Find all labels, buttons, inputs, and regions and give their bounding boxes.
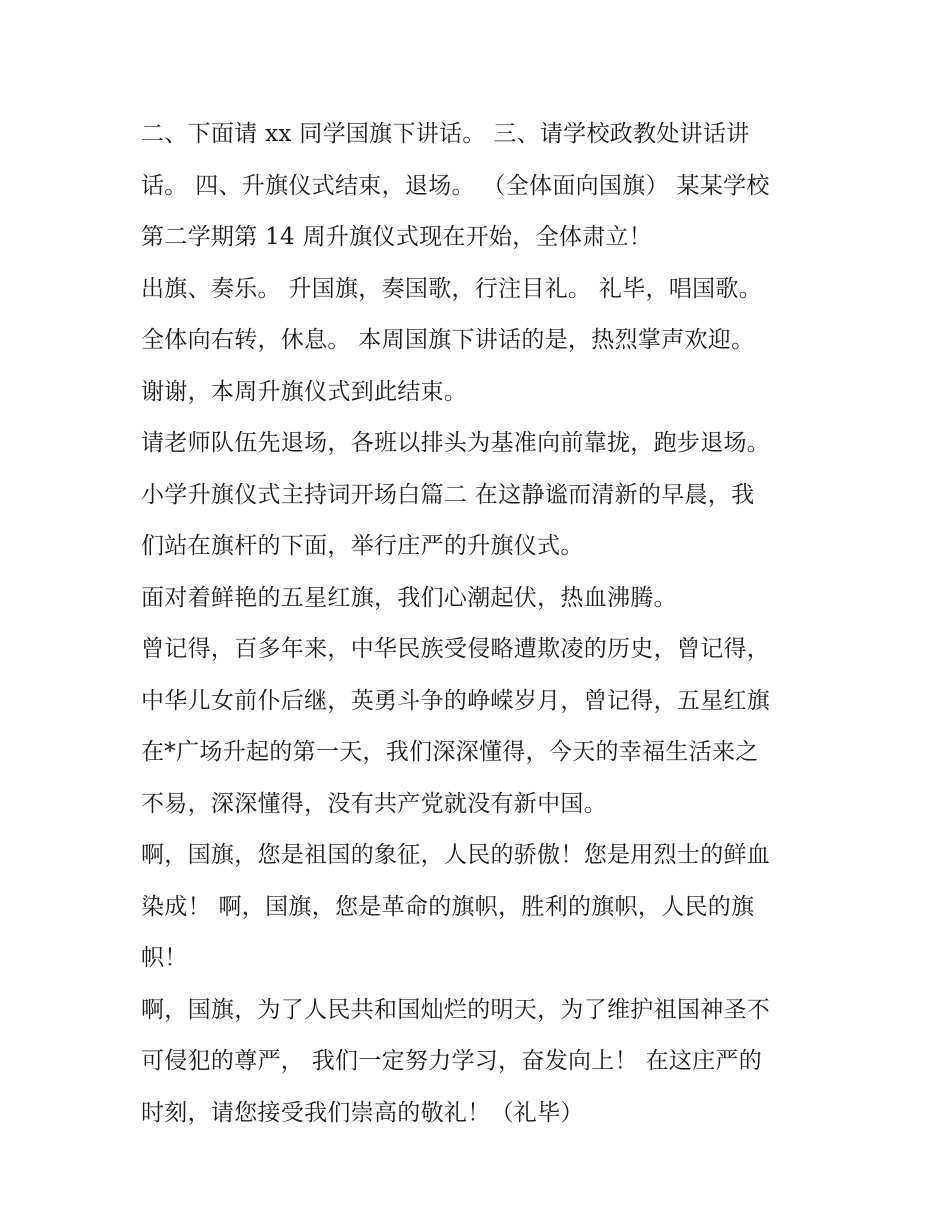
- text-line: 在*广场升起的第一天，我们深深懂得，今天的幸福生活来之: [141, 739, 759, 765]
- text-line: 帜！: [141, 945, 188, 971]
- text-line: 中华儿女前仆后继，英勇斗争的峥嵘岁月，曾记得，五星红旗: [141, 687, 771, 714]
- text-line: 啊，国旗，您是祖国的象征，人民的骄傲！您是用烈士的鲜血: [141, 842, 771, 868]
- text-line: 时刻，请您接受我们崇高的敬礼！（礼毕）: [141, 1099, 584, 1126]
- text-line: 们站在旗杆的下面，举行庄严的升旗仪式。: [141, 533, 584, 559]
- text-line: 请老师队伍先退场，各班以排头为基准向前靠拢，跑步退场。: [141, 430, 771, 456]
- text-line: 谢谢，本周升旗仪式到此结束。: [141, 378, 468, 405]
- text-line: 啊，国旗，为了人民共和国灿烂的明天，为了维护祖国神圣不: [141, 996, 771, 1023]
- text-line: 二、下面请 xx 同学国旗下讲话。 三、请学校政教处讲话讲: [141, 121, 750, 147]
- text-line: 染成！ 啊，国旗，您是革命的旗帜，胜利的旗帜，人民的旗: [141, 893, 755, 920]
- text-line: 小学升旗仪式主持词开场白篇二 在这静谧而清新的早晨，我: [141, 481, 755, 508]
- text-line: 第二学期第 14 周升旗仪式现在开始，全体肃立！: [141, 224, 653, 250]
- text-line: 面对着鲜艳的五星红旗，我们心潮起伏，热血沸腾。: [141, 584, 677, 611]
- text-line: 全体向右转，休息。 本周国旗下讲话的是，热烈掌声欢迎。: [141, 327, 755, 353]
- text-line: 不易，深深懂得，没有共产党就没有新中国。: [141, 790, 607, 817]
- text-line: 话。 四、升旗仪式结束，退场。 （全体面向国旗） 某某学校: [141, 172, 770, 199]
- text-line: 曾记得，百多年来，中华民族受侵略遭欺凌的历史，曾记得，: [141, 636, 771, 662]
- text-line: 出旗、奏乐。 升国旗，奏国歌，行注目礼。 礼毕，唱国歌。: [141, 275, 763, 302]
- document-body: [141, 109, 821, 1139]
- text-line: 可侵犯的尊严， 我们一定努力学习，奋发向上！ 在这庄严的: [141, 1048, 763, 1074]
